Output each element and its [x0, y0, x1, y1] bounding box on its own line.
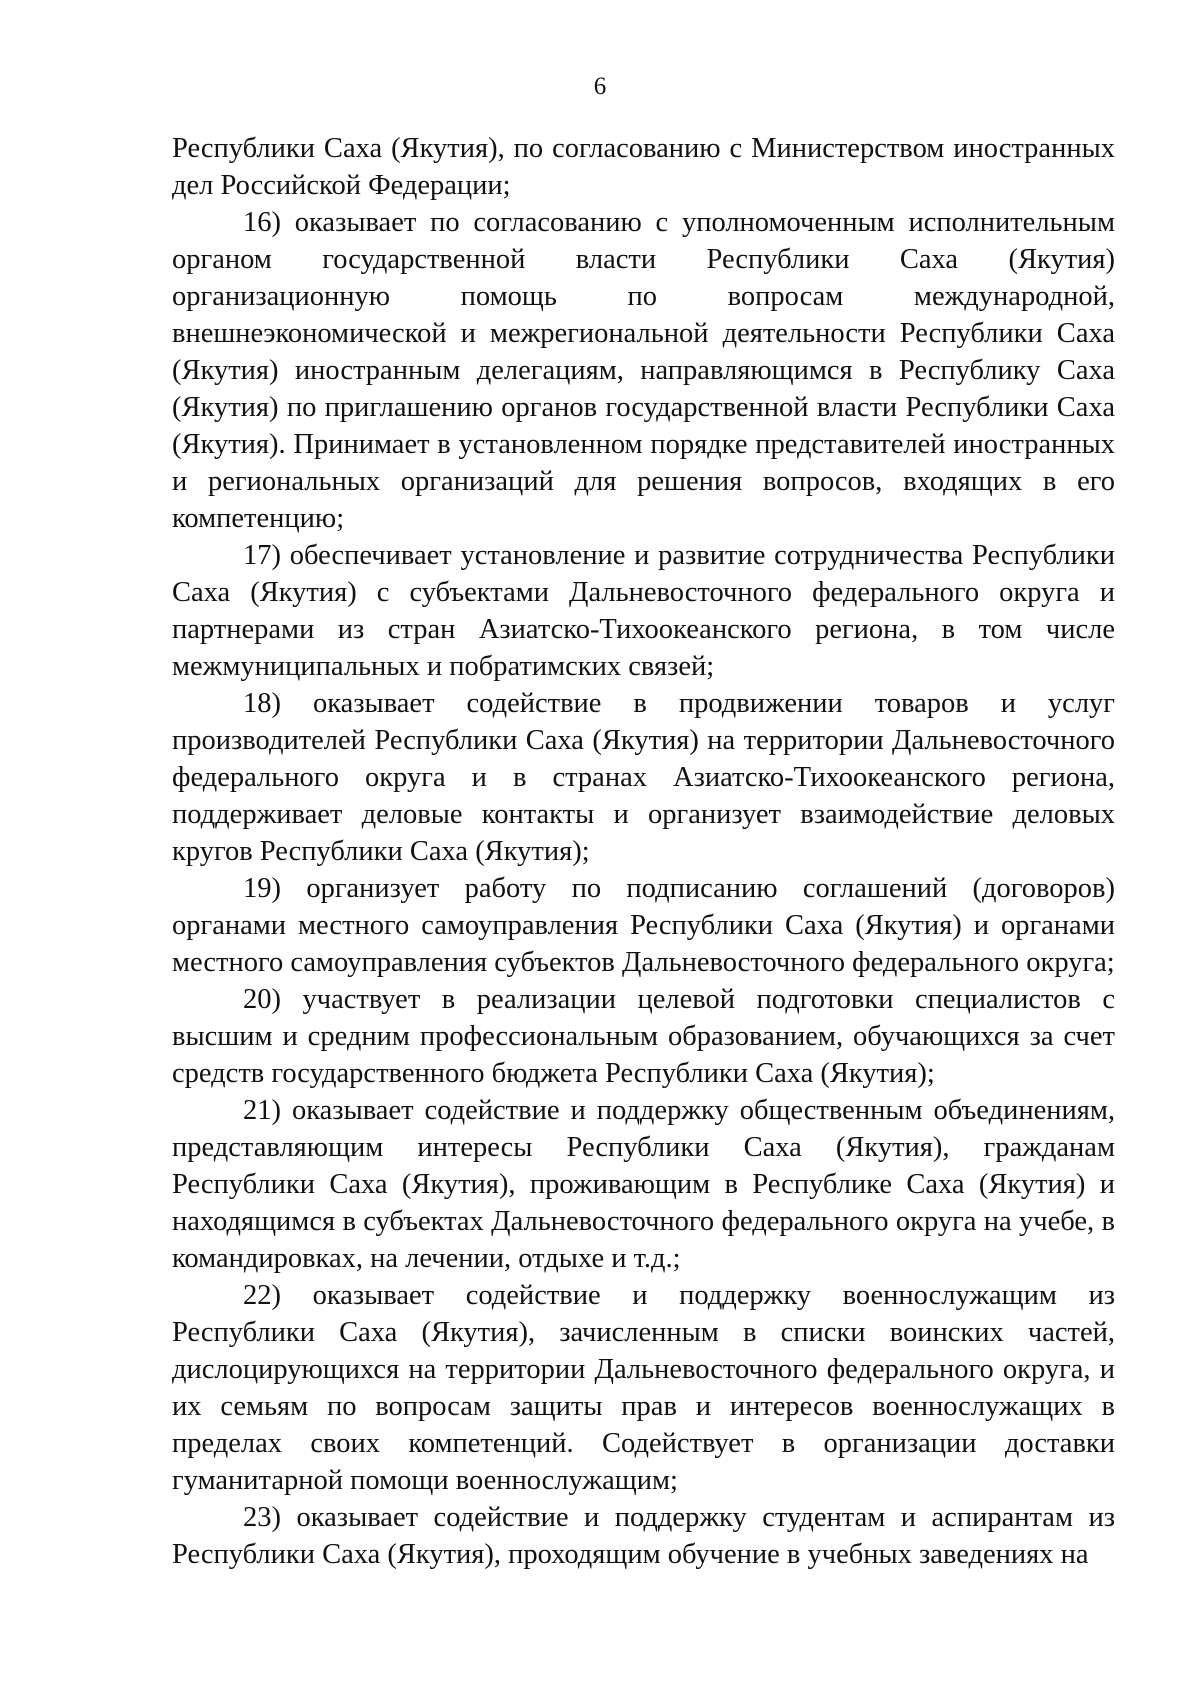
page-number: 6	[593, 73, 607, 100]
paragraph-item-22: 22) оказывает содействие и поддержку военнослужащим из Республики Саха (Якутия), зачисленным в списки воинских частей, дислоцирующихся на территории Дальневосточного федерального округа, и их семьям по вопросам защиты прав и интересов военнослужащих в пределах своих компетенций. Содействует в организации доставки гуманитарной помощи военнослужащим;	[172, 1280, 1115, 1496]
paragraph-item-18: 18) оказывает содействие в продвижении товаров и услуг производителей Республики Саха (Якутия) на территории Дальневосточного федерального округа и в странах Азиатско-Тихоокеанского региона, поддерживает деловые контакты и организует взаимодействие деловых кругов Республики Саха (Якутия);	[172, 688, 1115, 867]
document-body	[172, 130, 1115, 1573]
paragraph-item-20: 20) участвует в реализации целевой подготовки специалистов с высшим и средним профессиональным образованием, обучающихся за счет средств государственного бюджета Республики Саха (Якутия);	[172, 984, 1115, 1089]
paragraph-continuation: Республики Саха (Якутия), по согласованию с Министерством иностранных дел Российской Федерации;	[172, 133, 1115, 201]
paragraph-item-21: 21) оказывает содействие и поддержку общественным объединениям, представляющим интересы Республики Саха (Якутия), гражданам Республики Саха (Якутия), проживающим в Республике Саха (Якутия) и находящимся в субъектах Дальневосточного федерального округа на учебе, в командировках, на лечении, отдыхе и т.д.;	[172, 1095, 1115, 1274]
paragraph-item-16: 16) оказывает по согласованию с уполномоченным исполнительным органом государственной власти Республики Саха (Якутия) организационную помощь по вопросам международной, внешнеэкономической и межрегиональной деятельности Республики Саха (Якутия) иностранным делегациям, направляющимся в Республику Саха (Якутия) по приглашению органов государственной власти Республики Саха (Якутия). Принимает в установленном порядке представителей иностранных и региональных организаций для решения вопросов, входящих в его компетенцию;	[172, 207, 1115, 534]
paragraph-item-17: 17) обеспечивает установление и развитие сотрудничества Республики Саха (Якутия) с субъектами Дальневосточного федерального округа и партнерами из стран Азиатско-Тихоокеанского региона, в том числе межмуниципальных и побратимских связей;	[172, 540, 1115, 682]
paragraph-item-23: 23) оказывает содействие и поддержку студентам и аспирантам из Республики Саха (Якутия), проходящим обучение в учебных заведениях на	[172, 1502, 1115, 1570]
paragraph-item-19: 19) организует работу по подписанию соглашений (договоров) органами местного самоуправления Республики Саха (Якутия) и органами местного самоуправления субъектов Дальневосточного федерального округа;	[172, 873, 1115, 978]
